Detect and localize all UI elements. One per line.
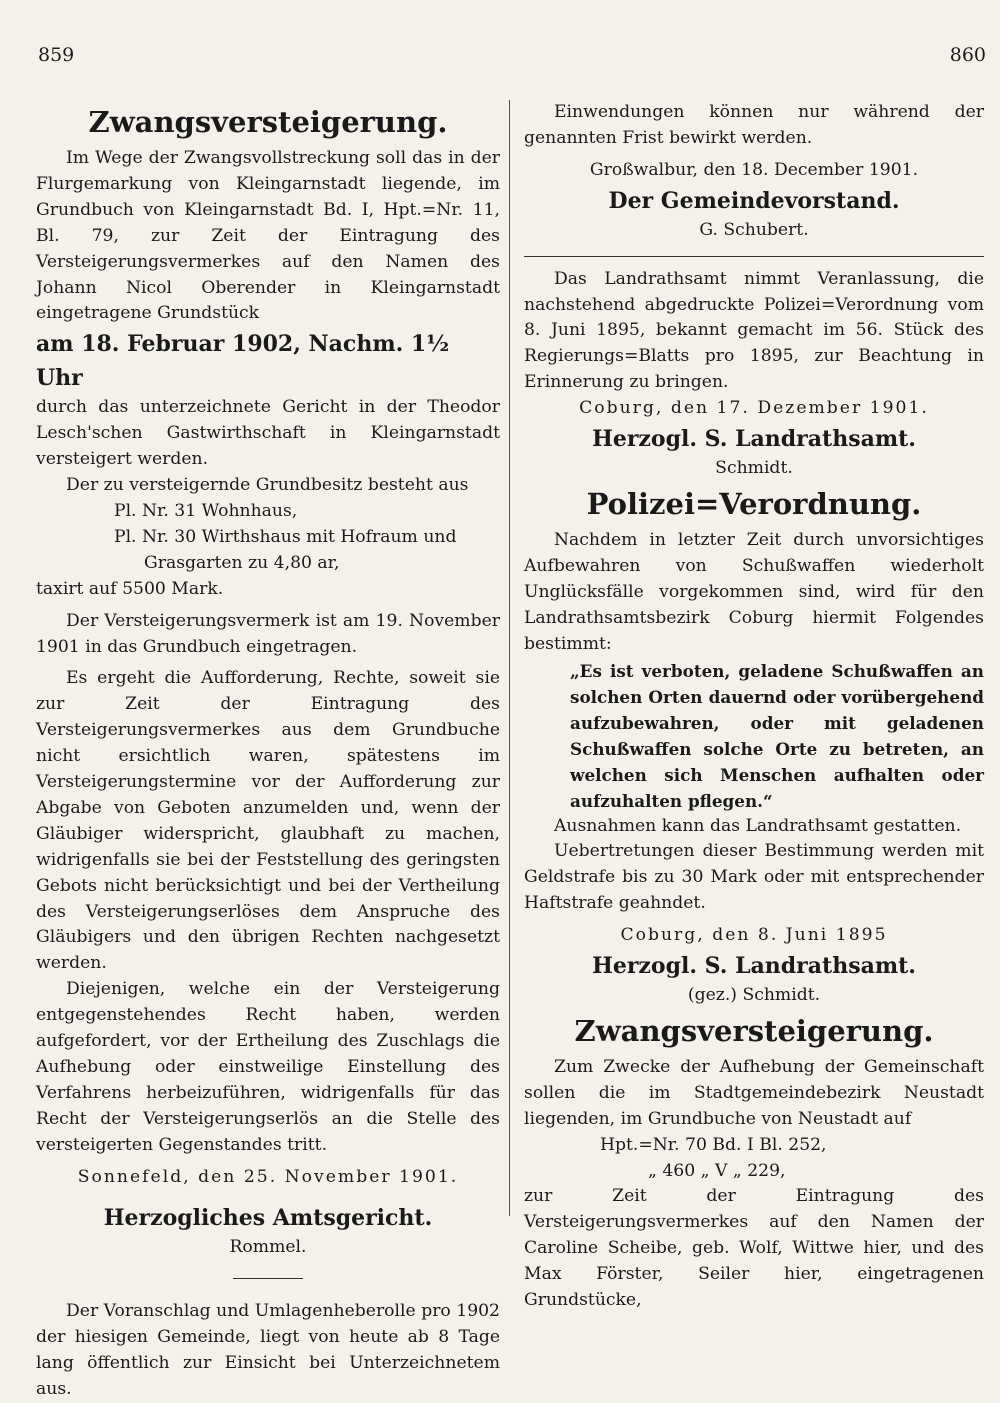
page-number-right: 860: [949, 44, 986, 66]
left-column: [36, 100, 500, 1403]
exceptions: Ausnahmen kann das Landrathsamt gestatten.: [554, 815, 962, 836]
parcel-item: Pl. Nr. 31 Wohnhaus,: [114, 500, 298, 521]
objection-notice: Diejenigen, welche ein der Versteigerung entgegenstehendes Recht haben, werden aufgefordert, vor der Ertheilung des Zuschlags die Aufhebung oder einstweilige Einstellung des Verfahrens herbeizuführen, widrigenfalls für das Recht der Versteigerungserlös an die Stelle des versteigerten Gegenstandes tritt.: [36, 979, 500, 1155]
ordinance-quote: „Es ist verboten, geladene Schußwaffen an solchen Orten dauernd oder vorübergehend aufzubewahren, oder mit geladenen Schußwaffen solche Orte zu betreten, an welchen sich Menschen aufhalten oder aufzuhalten pflegen.“: [570, 660, 984, 811]
auction-location: durch das unterzeichnete Gericht in der Theodor Lesch'schen Gastwirthschaft in Kleingarnstadt versteigert werden.: [36, 397, 500, 470]
auction-date: am 18. Februar 1902, Nachm. 1½ Uhr: [36, 331, 450, 392]
place-date: Coburg, den 8. Juni 1895: [620, 925, 888, 946]
penalty: Uebertretungen dieser Bestimmung werden mit Geldstrafe bis zu 30 Mark oder mit entsprechender Haftstrafe geahndet.: [524, 841, 984, 914]
authority: Der Gemeindevorstand.: [608, 187, 900, 214]
parcel-item: „ 460 „ V „ 229,: [648, 1160, 786, 1181]
place-date: Coburg, den 17. Dezember 1901.: [579, 398, 929, 419]
owner-paragraph: zur Zeit der Eintragung des Versteigerungsvermerkes auf den Namen der Caroline Scheibe, geb. Wolf, Wittwe hier, und des Max Förster, Seiler hier, eingetragenen Grundstücke,: [524, 1186, 984, 1311]
auction-paragraph: Zum Zwecke der Aufhebung der Gemeinschaft sollen die im Stadtgemeindebezirk Neustadt liegenden, im Grundbuche von Neustadt auf: [524, 1056, 984, 1129]
parcel-item: Pl. Nr. 30 Wirthshaus mit Hofraum und: [114, 526, 457, 547]
budget-notice: Der Voranschlag und Umlagenheberolle pro 1902 der hiesigen Gemeinde, liegt von heute ab 8 Tage lang öffentlich zur Einsicht bei Unterzeichnetem aus.: [36, 1301, 500, 1400]
landrat-paragraph: Das Landrathsamt nimmt Veranlassung, die nachstehend abgedruckte Polizei=Verordnung vom 8. Juni 1895, bekannt gemacht im 56. Stück des Regierungs=Blatts pro 1895, zur Beachtung in Erinnerung zu bringen.: [524, 268, 984, 393]
rights-notice: Es ergeht die Aufforderung, Rechte, soweit sie zur Zeit der Eintragung des Versteigerungsvermerkes aus dem Grundbuche nicht ersichtlich waren, spätestens im Versteigerungstermine vor der Aufforderung zur Abgabe von Geboten anzumelden und, wenn der Gläubiger widerspricht, glaubhaft zu machen, widrigenfalls sie bei der Feststellung des geringsten Gebots nicht berücksichtigt und bei der Vertheilung des Versteigerungserlöses dem Anspruche des Gläubigers und den übrigen Rechten nachgesetzt werden.: [36, 668, 500, 974]
place-date: Großwalbur, den 18. December 1901.: [589, 159, 919, 180]
property-intro: Der zu versteigernde Grundbesitz besteht aus: [66, 475, 469, 496]
auction-paragraph: Im Wege der Zwangsvollstreckung soll das in der Flurgemarkung von Kleingarnstadt liegende, im Grundbuch von Kleingarnstadt Bd. I, Hpt.=Nr. 11, Bl. 79, zur Zeit der Eintragung des Versteigerungsvermerkes auf den Namen des Johann Nicol Oberender in Kleingarnstadt eingetragene Grundstück: [36, 148, 500, 324]
column-divider: [509, 100, 510, 1216]
signer: Rommel.: [229, 1236, 307, 1257]
separator: [524, 256, 984, 257]
place-date: Sonnefeld, den 25. November 1901.: [77, 1166, 459, 1187]
signer: (gez.) Schmidt.: [687, 985, 821, 1006]
auction-heading: Zwangsversteigerung.: [88, 105, 448, 139]
page-number-left: 859: [38, 44, 75, 66]
auction-heading: Zwangsversteigerung.: [574, 1013, 934, 1048]
ordinance-intro: Nachdem in letzter Zeit durch unvorsichtiges Aufbewahren von Schußwaffen wiederholt Unglücksfälle vorgekommen sind, wird für den Landrathsamtsbezirk Coburg hiermit Folgendes bestimmt:: [524, 529, 984, 654]
signer: Schmidt.: [715, 458, 793, 479]
valuation: taxirt auf 5500 Mark.: [36, 578, 224, 599]
authority: Herzogliches Amtsgericht.: [103, 1204, 433, 1231]
separator: [233, 1278, 303, 1279]
continued-text: Einwendungen können nur während der genannten Frist bewirkt werden.: [524, 102, 984, 148]
parcel-item-continued: Grasgarten zu 4,80 ar,: [144, 552, 340, 573]
police-ordinance-heading: Polizei=Verordnung.: [586, 486, 922, 521]
right-column: [524, 100, 984, 1314]
parcel-item: Hpt.=Nr. 70 Bd. I Bl. 252,: [600, 1134, 827, 1155]
signer: G. Schubert.: [699, 219, 809, 240]
authority: Herzogl. S. Landrathsamt.: [592, 953, 916, 980]
register-note: Der Versteigerungsvermerk ist am 19. November 1901 in das Grundbuch eingetragen.: [36, 610, 500, 657]
authority: Herzogl. S. Landrathsamt.: [592, 426, 916, 453]
